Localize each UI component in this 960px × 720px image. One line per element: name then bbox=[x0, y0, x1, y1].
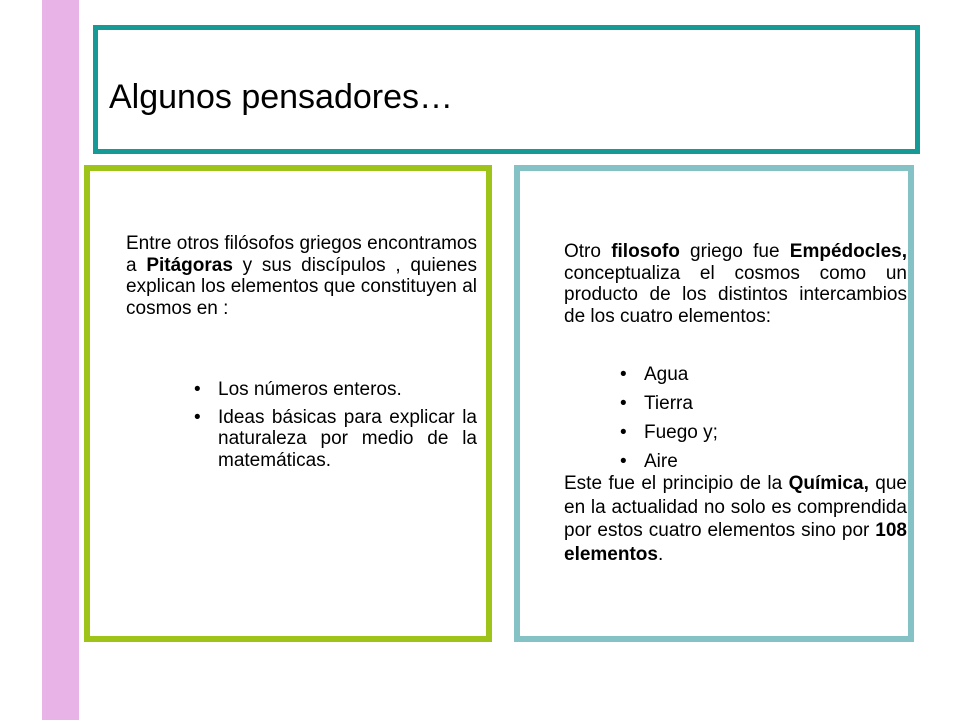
p1-text-a: Otro bbox=[564, 241, 612, 262]
title-box bbox=[93, 25, 920, 154]
p2-text-b: que en la actualidad no solo es comprendida por estos cuatro elementos sino por bbox=[564, 473, 907, 541]
list-item bbox=[194, 407, 477, 472]
slide-title: Algunos pensadores… bbox=[109, 78, 454, 116]
empedocles-conclusion bbox=[564, 472, 907, 566]
filosofo-word: filosofo bbox=[611, 241, 680, 262]
list-item bbox=[194, 379, 477, 401]
pythagoras-box bbox=[84, 165, 492, 642]
pythagoras-name: Pitágoras bbox=[146, 254, 233, 276]
bullet-icon: • bbox=[620, 393, 627, 414]
list-item-text: Tierra bbox=[644, 393, 693, 414]
list-item-text: Los números enteros. bbox=[218, 379, 402, 400]
bullet-icon: • bbox=[620, 451, 627, 472]
side-accent-bar bbox=[42, 0, 79, 720]
bullet-icon: • bbox=[620, 422, 627, 443]
empedocles-name: Empédocles, bbox=[789, 241, 907, 262]
list-item-text: Aire bbox=[644, 451, 678, 472]
pythagoras-intro bbox=[126, 233, 477, 319]
list-item-text: Fuego y; bbox=[644, 422, 718, 443]
empedocles-box bbox=[514, 165, 914, 642]
empedocles-intro bbox=[564, 241, 907, 327]
elements-count: 108 elementos bbox=[564, 520, 907, 565]
bullet-icon: • bbox=[194, 406, 201, 428]
p2-text-c: . bbox=[657, 543, 664, 565]
intro-text-1: Entre otros filósofos griegos encontramos a bbox=[126, 233, 477, 276]
bullet-icon: • bbox=[194, 379, 201, 400]
list-item bbox=[620, 418, 718, 447]
quimica-word: Química, bbox=[788, 473, 869, 494]
list-item-text: Ideas básicas para explicar la naturaleza por medio de la matemáticas. bbox=[218, 406, 477, 471]
list-item bbox=[620, 360, 718, 389]
bullet-icon: • bbox=[620, 364, 627, 385]
pythagoras-list bbox=[194, 379, 477, 477]
p2-text-a: Este fue el principio de la bbox=[564, 473, 789, 494]
p1-text-c: conceptualiza el cosmos como un producto de los distintos intercambios de los cuatro elementos: bbox=[564, 262, 907, 327]
list-item-text: Agua bbox=[644, 364, 689, 385]
elements-list bbox=[620, 360, 718, 476]
intro-text-2: y sus discípulos , quienes explican los elementos que constituyen al cosmos en : bbox=[126, 254, 477, 319]
list-item bbox=[620, 389, 718, 418]
p1-text-b: griego fue bbox=[679, 241, 790, 262]
